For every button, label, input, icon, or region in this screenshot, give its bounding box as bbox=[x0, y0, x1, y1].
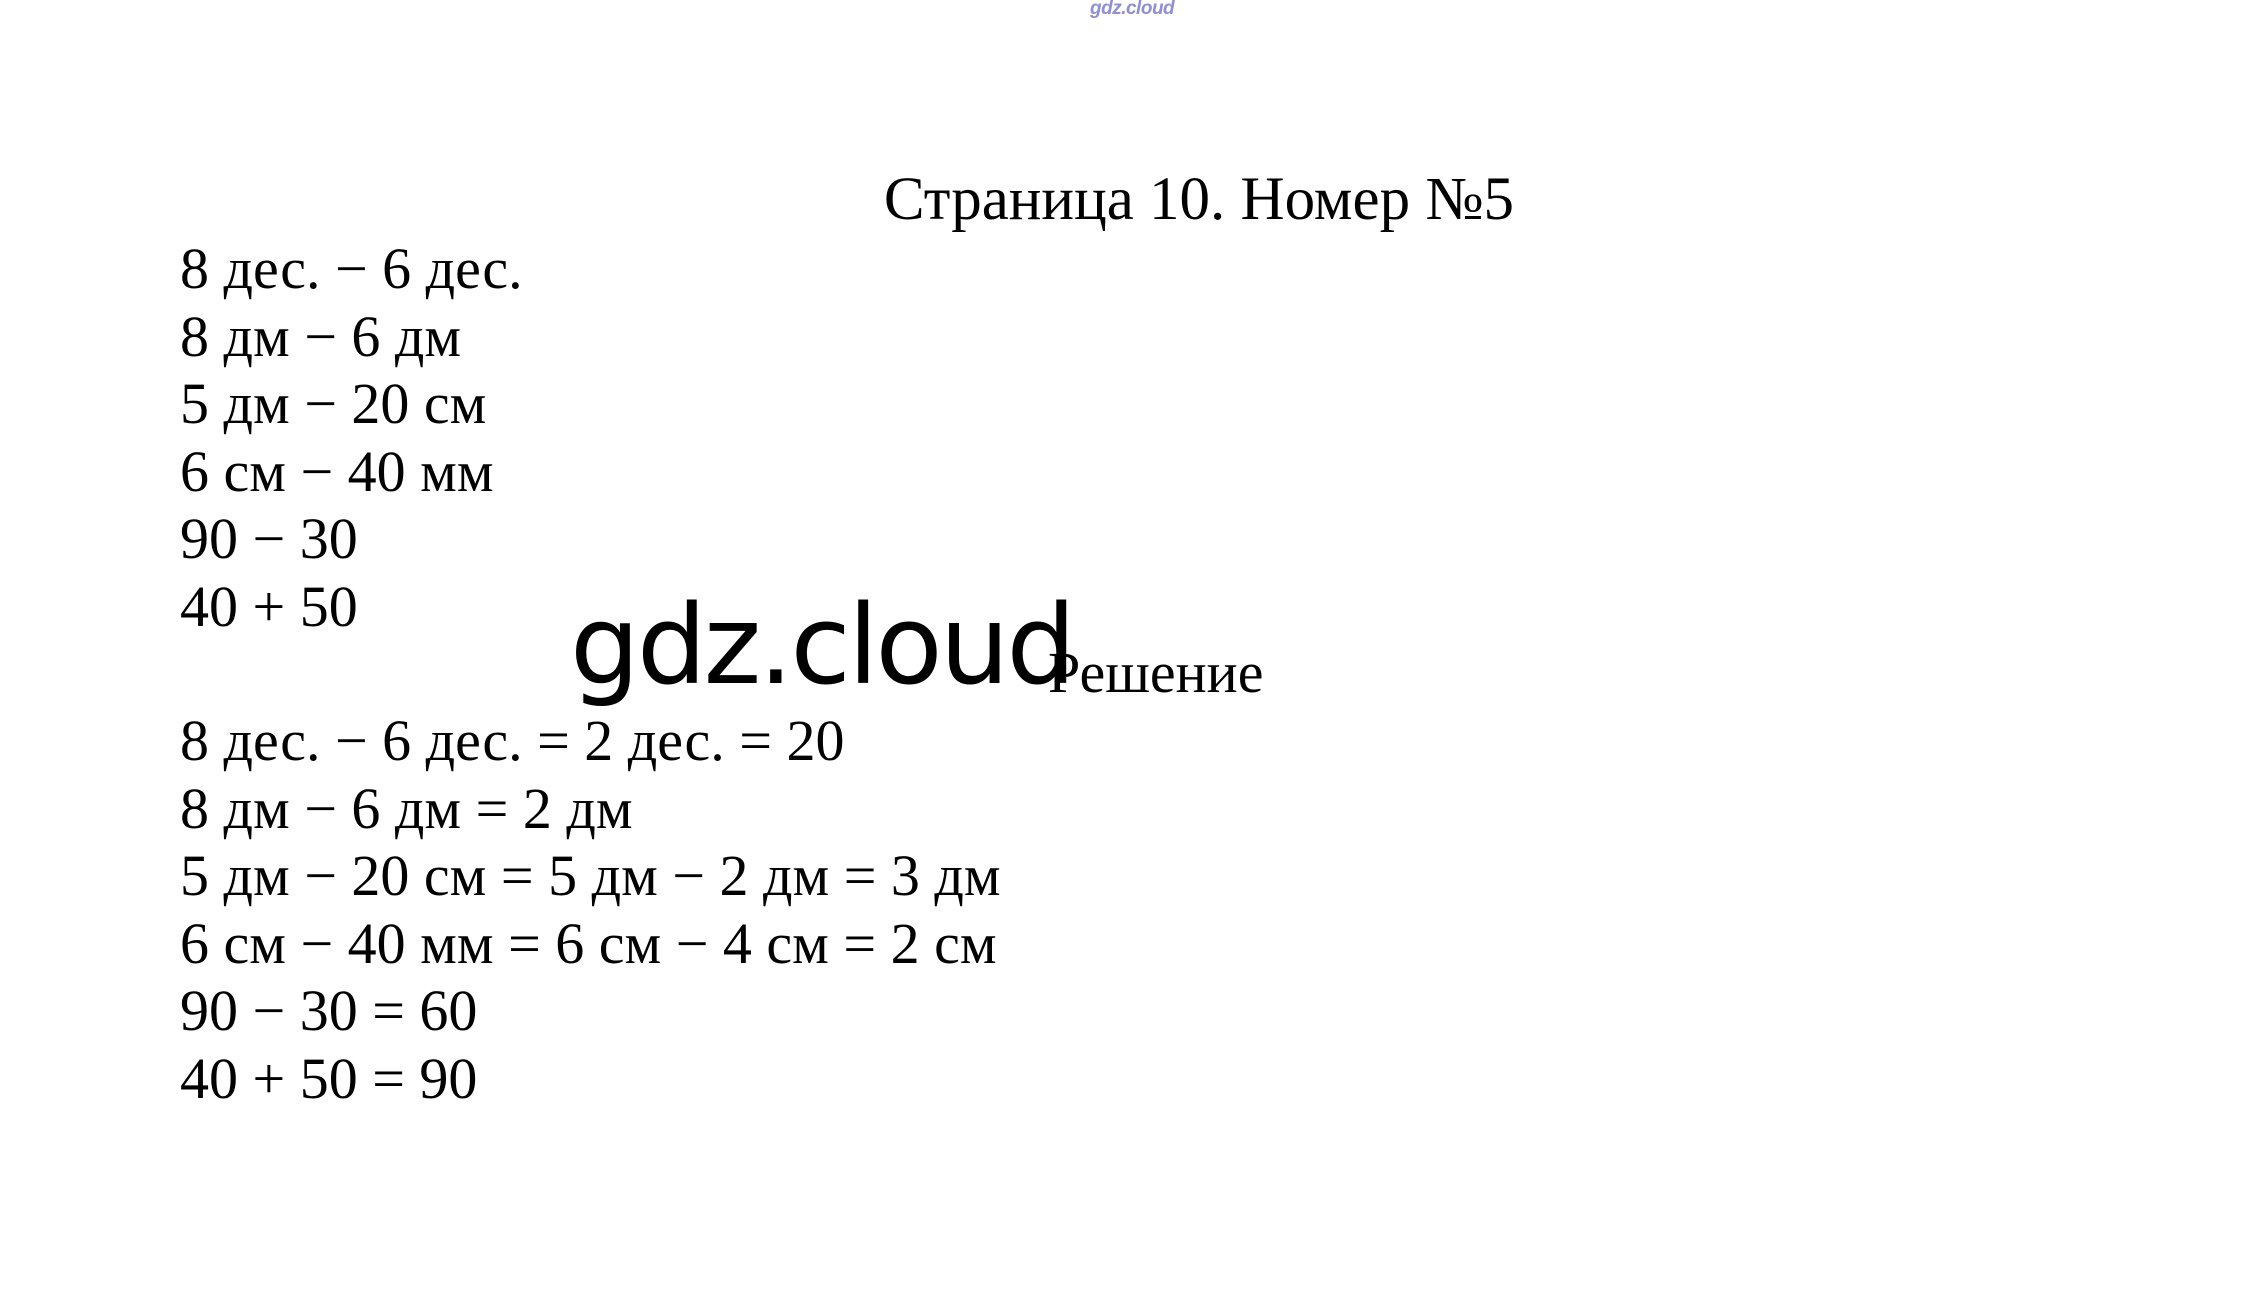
task-line: 40 + 50 bbox=[180, 573, 358, 639]
task-list bbox=[180, 235, 523, 640]
top-watermark: gdz.cloud bbox=[1090, 0, 1175, 19]
task-line: 5 дм − 20 см bbox=[180, 371, 487, 436]
answer-line: 6 см − 40 мм = 6 см − 4 см = 2 см bbox=[180, 910, 997, 976]
answer-line: 8 дес. − 6 дес. = 2 дес. = 20 bbox=[180, 708, 845, 773]
task-line: 6 см − 40 мм bbox=[180, 438, 494, 504]
watermark-logo: gdz.cloud bbox=[570, 581, 1074, 709]
answer-line: 8 дм − 6 дм = 2 дм bbox=[180, 775, 633, 841]
solution-heading: Решение bbox=[1048, 640, 1264, 705]
page-title: Страница 10. Номер №5 bbox=[883, 166, 1515, 233]
answer-line: 40 + 50 = 90 bbox=[180, 1045, 478, 1111]
task-line: 8 дес. − 6 дес. bbox=[180, 236, 523, 301]
task-line: 90 − 30 bbox=[180, 506, 358, 571]
answer-list bbox=[180, 707, 1001, 1112]
answer-line: 5 дм − 20 см = 5 дм − 2 дм = 3 дм bbox=[180, 843, 1001, 908]
task-line: 8 дм − 6 дм bbox=[180, 303, 462, 369]
answer-line: 90 − 30 = 60 bbox=[180, 978, 478, 1043]
